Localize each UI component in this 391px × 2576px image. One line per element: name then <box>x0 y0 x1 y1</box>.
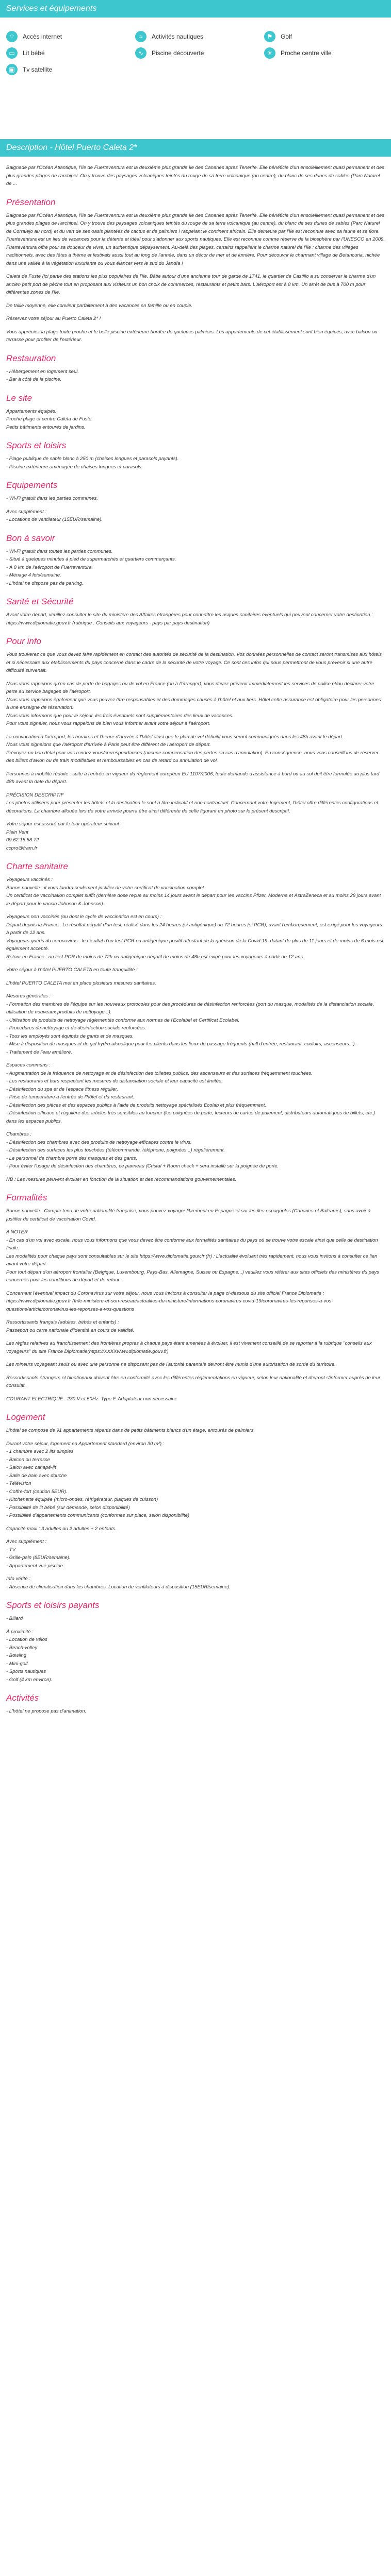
intro-paragraph: Baignade par l'Océan Atlantique, l'île de Fuerteventura est la deuxième plus grande île des Canaries après Tenerife. Elle bénéficie d'un ensoleillement quasi permanent et des plus grandes plages de l'archipel. On y trouve des paysages volcaniques teintés du rouge de sa terre volcanique (au centre), du blanc de ses dunes de sables (Parc Naturel de ... <box>6 165 384 187</box>
section-paragraph: Les mineurs voyageant seuls ou avec une personne ne disposant pas de l'autorité parentale devront être munis d'une autorisation de sortie du territoire. <box>6 1362 336 1367</box>
section-paragraph: Chambres : - Désinfection des chambres avec des produits de nettoyage efficaces contre le virus. - Désinfection des surfaces les plus touchées (télécommande, téléphone, poignées...) régulièrement. - Le personnel de chambre porte des masques et des gants. - Pour éviter l'usage de désinfection des chambres, ce panneau (Cristal + Room check + sera installé sur la poignée de porte. <box>6 1131 279 1169</box>
beach-icon: ☀ <box>264 47 275 59</box>
service-item-golf: ⚑ Golf <box>264 31 292 42</box>
section-paragraph: Capacité maxi : 3 adultes ou 2 adultes + 2 enfants. <box>6 1526 117 1532</box>
section-title: Sports et loisirs <box>6 440 67 450</box>
section-paragraph: Votre séjour à l'hôtel PUERTO CALETA en toute tranquillité ! <box>6 967 138 973</box>
section-paragraph: Avec supplément : - TV - Grille-pain (8EUR/semaine). - Appartement vue piscine. <box>6 1539 71 1569</box>
section-paragraph: Durant votre séjour, logement en Appartement standard (environ 30 m²) : - 1 chambre avec 2 lits simples - Balcon ou terrasse - Salon avec canapé-lit - Salle de bain avec douche - Télévision - Coffre-fort (caution 5EUR). - Kitchenette équipée (micro-ondes, réfrigérateur, plaques de cuisson) - Possibilité de lit bébé (sur demande, selon disponibilité) - Possibilité d'appartements communicants (conformes sur place, selon disponibilité) <box>6 1440 190 1518</box>
section-paragraph: Votre séjour est assuré par le tour opérateur suivant : Plein Vent 09.62.15.58.72 ccpro@fram.fr <box>6 821 122 851</box>
section-title: Activités <box>6 1693 39 1703</box>
section-paragraph: Avant votre départ, veuillez consulter le site du ministère des Affaires étrangères pour connaître les risques sanitaires éventuels qui peuvent concerner votre destination : https://www.diplomatie.gouv.fr (rubrique : Conseils aux voyageurs - pays par pays destination) <box>6 612 373 626</box>
section <box>6 1412 385 1591</box>
section-paragraph: COURANT ELECTRIQUE : 230 V et 50Hz. Type F. Adaptateur non nécessaire. <box>6 1396 178 1402</box>
section-title: Restauration <box>6 353 56 363</box>
description-title: Description - Hôtel Puerto Caleta 2* <box>6 143 137 152</box>
section-paragraph: - Hébergement en logement seul. - Bar à côté de la piscine. <box>6 368 79 382</box>
section <box>6 533 385 588</box>
section-paragraph: Ressortissants étrangers et binationaux doivent être en conformité avec les différentes réglementations en vigueur, selon leur nationalité et devront s'informer auprès de leur consulat. <box>6 1375 381 1388</box>
section-paragraph: Espaces communs : - Augmentation de la fréquence de nettoyage et de désinfection des toilettes publics, des ascenseurs et des surfaces fréquemment touchées. - Les restaurants et bars respectent les mesures de distanciation sociale et leur capacité est limitée. - Désinfection du spa et de l'espace fitness régulier. - Prise de température à l'entrée de l'hôtel et du restaurant. - Désinfection des pièces et des espaces publics à l'aide de produits nettoyage spécialisés Ecolab et plus fréquemment. - Désinfection efficace et régulière des articles très sensibles au toucher (les poignées de porte, lecteurs de cartes de paiement, distributeurs automatiques de billets, etc.) dans les espaces publics. <box>6 1062 375 1124</box>
section-paragraph: - Wi-Fi gratuit dans les parties communes. <box>6 496 98 501</box>
service-item-nautical: ≈ Activités nautiques <box>135 31 203 42</box>
section <box>6 353 385 384</box>
wifi-icon: ⌔ <box>6 31 18 42</box>
section <box>6 597 385 627</box>
pool-icon: ∿ <box>135 47 146 59</box>
section-title: Présentation <box>6 197 56 207</box>
section-paragraph: PRÉCISION DESCRIPTIF Les photos utilisées pour présenter les hôtels et la destination le sont à titre indicatif et non-contractuel. Concernant votre logement, l'hôtel offre différentes configurations et décorations. La chambre allouée lors de votre arrivée pourra être ainsi différente de celle figurant en photo sur le présent descriptif. <box>6 792 379 814</box>
section-paragraph: NB : Les mesures peuvent évoluer en fonction de la situation et des recommandations gouvernementales. <box>6 1176 237 1182</box>
section-title: Pour info <box>6 636 42 646</box>
section-paragraph: Voyageurs vaccinés : Bonne nouvelle : il vous faudra seulement justifier de votre certificat de vaccination complet. Un certificat de vaccination complet suffit (dernière dose reçue au moins 14 jours avant le départ pour les vaccins Pfizer, Moderna et AstraZeneca et au moins 28 jours avant le départ pour le vaccin Johnson & Johnson). <box>6 877 381 907</box>
section-title: Equipements <box>6 480 58 490</box>
service-item-tv: ▣ Tv satellite <box>6 64 52 75</box>
section-title: Formalités <box>6 1193 47 1202</box>
section-title: Le site <box>6 393 32 403</box>
section-paragraph: A NOTER - En cas d'un vol avec escale, nous vous informons que vous devez être conforme aux formalités sanitaires du pays où se trouve votre escale ainsi que celle de destination finale. Les modalités pour chaque pays sont consultables sur le site https://www.diplomatie.gouv.fr (fr) : L'actualité évoluant très rapidement, nous vous invitons à consulter ce lien avant votre départ. Pour tout départ d'un aéroport frontalier (Belgique, Luxembourg, Pays-Bas, Allemagne, Suisse ou Espagne...) veuillez vous référer aux sites officiels des ministères du pays concernés pour les conditions de départ et de retour. <box>6 1229 379 1283</box>
section-paragraph: L'hôtel PUERTO CALETA met en place plusieurs mesures sanitaires. <box>6 980 156 986</box>
section-paragraph: Caleta de Fuste (ici partie des stations les plus populaires de l'île. Bâtie autour d'une ancienne tour de garde de 1741, le quartier de Castillo a su conserver le charme d'un ancien petit port de pêche tout en proposant aux visiteurs un bon choix de commerces, restaurants et petits bars. L'aéroport est à 8 km. Un arrêt de bus à 700 m pour différentes zones de l'île. <box>6 274 376 295</box>
tv-icon: ▣ <box>6 64 18 75</box>
section-paragraph: - Wi-Fi gratuit dans toutes les parties communes. - Situé à quelques minutes à pied de supermarchés et quartiers commerçants. - À 8 km de l'aéroport de Fuerteventura. - Ménage 4 fois/semaine. - L'hôtel ne dispose pas de parking. <box>6 548 176 586</box>
section-paragraph: Vous trouverez ce que vous devez faire rapidement en contact des autorités de sécurité de la destination. Vos données personnelles de contact seront transmises aux hôtels et si nécessaire aux établissements du pays concerné dans le cadre de la sécurité de votre voyage. Ce sont ces infos qui nous permettront de vous prévenir si une autre difficulté survenait. <box>6 652 382 673</box>
services-title: Services et équipements <box>6 4 97 13</box>
section-paragraph: Bonne nouvelle : Compte tenu de votre nationalité française, vous pouvez voyager librement en Espagne et sur les îles espagnoles (Canaries et Baléares), sans avoir à justifier de certificat de vaccination Covid. <box>6 1208 371 1222</box>
section-paragraph: Concernant l'éventuel impact du Coronavirus sur votre séjour, nous vous invitons à consulter la page ci-dessous du site officiel France Diplomatie : https://www.diplomatie.gouv.fr (fr/le-ministere-et-son-reseau/actualites-du-ministere/informations-coronavirus-covid-19/coronavirus-les-reponses-a-vos-questions/article/coronavirus-les-reponses-a-vos-questions <box>6 1290 333 1312</box>
section-paragraph: Personnes à mobilité réduite : suite à l'entrée en vigueur du règlement européen EU 1107/2006, toute demande d'assistance à bord ou au sol doit être formulée au plus tard 48h avant la date du départ. <box>6 771 380 785</box>
description-content <box>6 164 385 1721</box>
section-paragraph: Réservez votre séjour au Puerto Caleta 2* ! <box>6 316 101 321</box>
section-paragraph: Appartements équipés. Proche plage et centre Caleta de Fuste. Petits bâtiments entourés de jardins. <box>6 408 93 430</box>
section-paragraph: La convocation à l'aéroport, les horaires et l'heure d'arrivée à l'hôtel ainsi que le plan de vol définitif vous seront communiqués dans les 48h avant le départ. Nous vous signalons que l'aéroport d'arrivée à Paris peut être différent de l'aéroport de départ. Prévoyez un bon délai pour vos rendez-vous/correspondances (aucune compensation des pertes en cas d'annulation). En conséquence, nous vous conseillons de réserver des billets d'avion ou de train modifiables et remboursables en cas de retard ou annulation de vol. <box>6 734 379 764</box>
section <box>6 861 385 1183</box>
description-header <box>0 139 391 157</box>
section-paragraph: Les règles relatives au franchissement des frontières propres à chaque pays étant amenées à évoluer, il est vivement conseillé de se reporter à la rubrique "conseils aux voyageurs" du site France Diplomatie(https://XXXXwww.diplomatie.gouv.fr) <box>6 1341 372 1354</box>
service-item-internet: ⌔ Accès internet <box>6 31 62 42</box>
section-paragraph: Baignade par l'Océan Atlantique, l'île de Fuerteventura est la deuxième plus grande île des Canaries après Tenerife. Elle bénéficie d'un ensoleillement quasi permanent et des plus grandes plages de l'archipel. On y trouve des paysages volcaniques teintés du rouge de sa terre volcanique (au centre), du blanc de ses dunes de sables (Parc Naturel de Corralejo au nord) et du vert de ses oasis plantées de cactus et de palmiers ! rappelant le continent africain. Elle demeure par l'île est reconnue avec sa faune et sa flore. Fuerteventura est un lieu de vacances pour la détente et idéal pour s'adonner aux sports nautiques. Elle est reconnue comme réserve de la biosphère par l'UNESCO en 2009. Fuerteventura offre pour sa douceur de vivre, un authentique dépaysement. Au-delà des plages, certains rappellent le charme naturel de l'île : charme des villages traditionnels, avec des fêtes à thème et festivals aussi tout au long de l'année, dans un décor de mer et de lumière. Pour découvrir le charmant village de Betancuria, nichée dans une vallée à la végétation luxuriante ou vous élancer vers le sud du Jandía ! <box>6 212 385 266</box>
bed-icon: ▭ <box>6 47 18 59</box>
section-title: Santé et Sécurité <box>6 597 74 606</box>
section <box>6 1193 385 1403</box>
description-sections <box>6 197 385 1716</box>
section-paragraph: À proximité : - Location de vélos - Beach-volley - Bowling - Mini-golf - Sports nautiques - Golf (4 km environ). <box>6 1629 53 1683</box>
section-paragraph: De taille moyenne, elle convient parfaitement à des vacances en famille ou en couple. <box>6 302 193 309</box>
section-title: Bon à savoir <box>6 533 55 543</box>
section-title: Logement <box>6 1412 45 1422</box>
section <box>6 1693 385 1716</box>
section <box>6 440 385 471</box>
section-paragraph: Voyageurs non vaccinés (ou dont le cycle de vaccination est en cours) : Départ depuis la France : Le résultat négatif d'un test, réalisé dans les 24 heures (si antigénique) ou 72 heures (si PCR), avant l'embarquement, est exigé pour les voyageurs à partir de 12 ans. Voyageurs guéris du coronavirus : le résultat d'un test PCR ou antigénique positif attestant de la guérison de la Covid-19, datant de plus de 11 jours et de moins de 6 mois est également accepté. Retour en France : un test PCR de moins de 72h ou antigénique négatif de moins de 48h est exigé pour les voyageurs à partir de 12 ans. <box>6 914 384 960</box>
activities-icon: ≈ <box>135 31 146 42</box>
section-paragraph: Info vérité : - Absence de climatisation dans les chambres. Location de ventilateurs à disposition (15EUR/semaine). <box>6 1576 231 1590</box>
section-paragraph: - Plage publique de sable blanc à 250 m (chaises longues et parasols payants). - Piscine extérieure aménagée de chaises longues et parasols. <box>6 456 179 470</box>
section-paragraph: Ressortissants français (adultes, bébés et enfants) : Passeport ou carte nationale d'identité en cours de validité. <box>6 1319 135 1333</box>
section-paragraph: - Billard <box>6 1616 23 1621</box>
golf-icon: ⚑ <box>264 31 275 42</box>
section <box>6 480 385 524</box>
section <box>6 1600 385 1684</box>
section <box>6 636 385 852</box>
section-title: Sports et loisirs payants <box>6 1600 100 1610</box>
section-paragraph: - L'hôtel ne propose pas d'animation. <box>6 1708 87 1714</box>
section-paragraph: Avec supplément : - Locations de ventilateur (15EUR/semaine). <box>6 509 103 522</box>
section <box>6 393 385 432</box>
service-item-pool: ∿ Piscine découverte <box>135 47 204 59</box>
section-paragraph: L'hôtel se compose de 91 appartements répartis dans de petits bâtiments blancs d'un étage, entourés de palmiers. <box>6 1428 255 1433</box>
services-header <box>0 0 391 18</box>
section-paragraph: Mesures générales : - Formation des membres de l'équipe sur les nouveaux protocoles pour des procédures de désinfection renforcées (port du masque, modalités de la distanciation sociale, utilisation de nouveaux produits de nettoyage...). - Utilisation de produits de nettoyage réglementés conforme aux normes de l'Ecolabel et Certificat Ecolabel. - Procédures de nettoyage et de désinfection sociale renforcées. - Tous les employés sont équipés de gants et de masques. - Mise à disposition de masques et de gel hydro-alcoolique pour les clients dans les lieux de passage fréquents (hall d'entrée, restaurant, couloirs, ascenseurs...). - Traitement de l'eau amélioré. <box>6 993 374 1055</box>
section-paragraph: Vous appréciez la plage toute proche et le belle piscine extérieure bordée de quelques palmiers. Les appartements de cet établissement sont bien équipés, avec balcon ou terrasse pour profiter de l'extérieur. <box>6 329 378 343</box>
service-item-city-center: ☀ Proche centre ville <box>264 47 332 59</box>
services-list <box>0 26 391 103</box>
section-paragraph: Nous vous rappelons qu'en cas de perte de bagages ou de vol en France (ou à l'étranger), vous devez prévenir immédiatement les services de police et/ou déclarer votre perte au service bagages de l'aéroport. Nous vous rappelons également que vous pouvez être responsables et des dommages causés à l'hôtel et aux tiers. Hôtel cette assurance est obligatoire pour les personnes à une enseigne de réservation. Nous vous informons que pour le séjour, les frais éventuels sont supplémentaires des lieux de vacances. Pour vous signaler, nous vous rappelons de bien vous informer avant votre séjour à l'aéroport. <box>6 681 381 726</box>
service-item-baby-bed: ▭ Lit bébé <box>6 47 45 59</box>
section-title: Charte sanitaire <box>6 861 69 871</box>
section <box>6 197 385 344</box>
